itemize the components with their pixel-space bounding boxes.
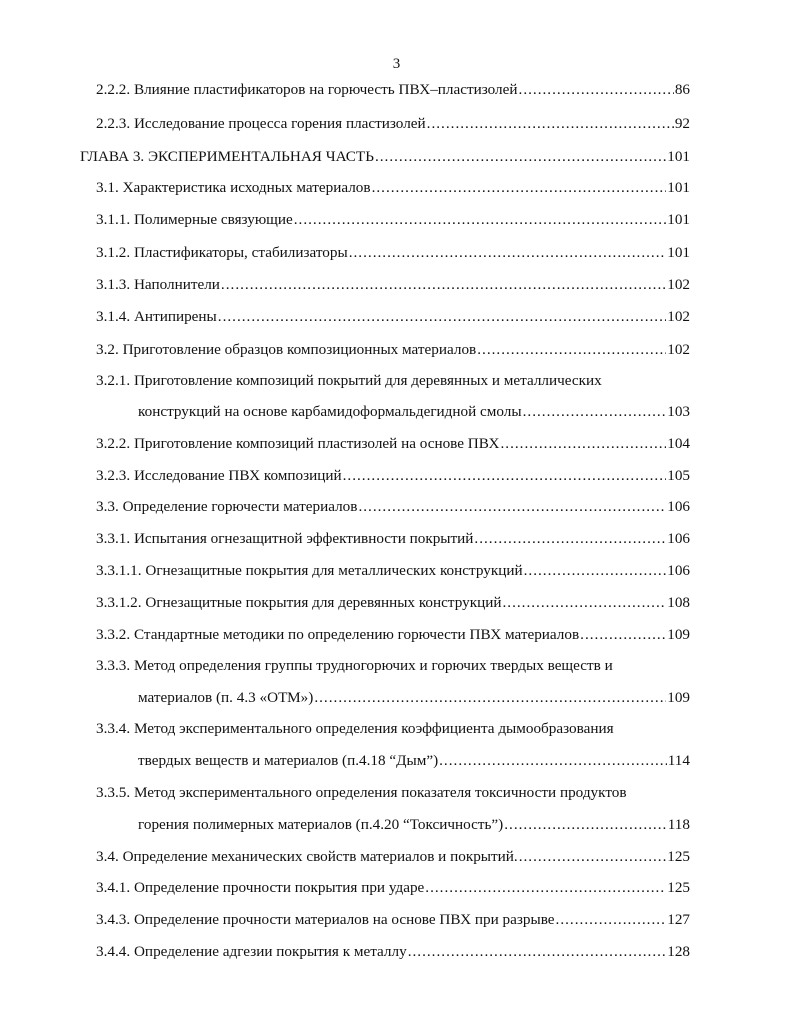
toc-entry-title: 2.2.3. Исследование процесса горения пластизолей (96, 115, 426, 132)
toc-leader-dots (372, 176, 667, 200)
toc-entry-page: 109 (667, 689, 690, 706)
toc-leader-dots (425, 876, 666, 900)
toc-leader-dots (502, 591, 666, 615)
toc-entry-page: 92 (674, 115, 690, 132)
toc-entry-title: 3.2.2. Приготовление композиций пластизолей на основе ПВХ (96, 435, 500, 452)
toc-entry-title: ГЛАВА 3. ЭКСПЕРИМЕНТАЛЬНАЯ ЧАСТЬ (80, 148, 374, 165)
toc-entry-page: 101 (667, 211, 690, 228)
toc-entry-page: 109 (667, 626, 690, 643)
toc-leader-dots (439, 749, 667, 773)
toc-entry-page: 106 (667, 498, 690, 515)
toc-entry-3-3-2 (96, 623, 690, 647)
toc-leader-dots (427, 112, 674, 136)
toc-entry-3-4-3 (96, 908, 690, 932)
toc-entry-2-2-3 (96, 112, 690, 136)
toc-entry-page: 125 (667, 879, 690, 896)
toc-leader-dots (314, 686, 666, 710)
toc-entry-2-2-2 (96, 78, 690, 102)
toc-leader-dots (221, 273, 666, 297)
toc-entry-title: 3.4.3. Определение прочности материалов на основе ПВХ при разрыве (96, 911, 555, 928)
toc-entry-title: 3.3.1.2. Огнезащитные покрытия для деревянных конструкций (96, 594, 502, 611)
toc-leader-dots (375, 145, 666, 169)
toc-leader-dots (523, 400, 667, 424)
toc-entry-title: 2.2.2. Влияние пластификаторов на горючесть ПВХ–пластизолей (96, 81, 518, 98)
toc-entry-3-2-3 (96, 464, 690, 488)
toc-entry-3-2 (96, 338, 690, 362)
toc-entry-3-1-4 (96, 305, 690, 329)
toc-entry-3-3 (96, 495, 690, 519)
toc-entry-3-4-4 (96, 940, 690, 964)
toc-entry-3-3-5 (138, 813, 690, 837)
toc-entry-3-1 (96, 176, 690, 200)
toc-entry-3-3-3 (138, 686, 690, 710)
toc-leader-dots (343, 464, 667, 488)
toc-entry-title: 3.3.1. Испытания огнезащитной эффективности покрытий (96, 530, 474, 547)
toc-entry-title: 3.2. Приготовление образцов композиционных материалов (96, 341, 477, 358)
toc-entry-page: 102 (667, 341, 690, 358)
toc-entry-page: 101 (667, 244, 690, 261)
toc-leader-dots (504, 813, 667, 837)
toc-entry-3-3-4 (138, 749, 690, 773)
toc-entry-3-1-1 (96, 208, 690, 232)
toc-leader-dots (580, 623, 666, 647)
toc-entry-3-3-3-line1: 3.3.3. Метод определения группы трудногорючих и горючих твердых веществ и (96, 657, 613, 674)
toc-entry-page: 125 (667, 848, 690, 865)
toc-entry-title: горения полимерных материалов (п.4.20 “Токсичность”) (138, 816, 504, 833)
toc-entry-3-3-1 (96, 527, 690, 551)
toc-entry-3-3-4-line1: 3.3.4. Метод экспериментального определения коэффициента дымообразования (96, 720, 614, 737)
toc-leader-dots (477, 338, 666, 362)
toc-entry-title: 3.3.2. Стандартные методики по определению горючести ПВХ материалов (96, 626, 580, 643)
toc-entry-title: 3.1.4. Антипирены (96, 308, 217, 325)
toc-entry-3-1-3 (96, 273, 690, 297)
toc-leader-dots (474, 527, 666, 551)
toc-entry-title: твердых веществ и материалов (п.4.18 “Дым”) (138, 752, 439, 769)
toc-leader-dots (519, 845, 667, 869)
toc-entry-title: 3.1.1. Полимерные связующие (96, 211, 293, 228)
toc-entry-3-3-5-line1: 3.3.5. Метод экспериментального определения показателя токсичности продуктов (96, 784, 627, 801)
toc-entry-page: 104 (667, 435, 690, 452)
toc-entry-title: материалов (п. 4.3 «ОТМ») (138, 689, 314, 706)
toc-entry-page: 86 (674, 81, 690, 98)
toc-entry-page: 101 (667, 179, 690, 196)
toc-leader-dots (519, 78, 674, 102)
toc-entry-page: 102 (667, 308, 690, 325)
toc-leader-dots (218, 305, 666, 329)
toc-leader-dots (408, 940, 667, 964)
toc-entry-page: 103 (667, 403, 690, 420)
toc-entry-title: 3.1.3. Наполнители (96, 276, 220, 293)
toc-entry-page: 127 (667, 911, 690, 928)
toc-entry-title: конструкций на основе карбамидоформальдегидной смолы (138, 403, 522, 420)
toc-entry-3-3-1-2 (96, 591, 690, 615)
toc-leader-dots (358, 495, 666, 519)
toc-entry-title: 3.4. Определение механических свойств материалов и покрытий. (96, 848, 518, 865)
toc-entry-page: 128 (667, 943, 690, 960)
toc-entry-chapter-3 (80, 145, 690, 169)
toc-entry-page: 102 (667, 276, 690, 293)
toc-leader-dots (294, 208, 666, 232)
toc-entry-title: 3.3. Определение горючести материалов (96, 498, 358, 515)
toc-leader-dots (349, 241, 667, 265)
toc-leader-dots (500, 432, 666, 456)
toc-entry-title: 3.2.3. Исследование ПВХ композиций (96, 467, 342, 484)
toc-entry-page: 101 (667, 148, 690, 165)
toc-entry-title: 3.4.4. Определение адгезии покрытия к металлу (96, 943, 407, 960)
toc-entry-page: 106 (667, 562, 690, 579)
page-number: 3 (392, 56, 401, 72)
toc-entry-title: 3.3.1.1. Огнезащитные покрытия для металлических конструкций (96, 562, 523, 579)
toc-entry-3-2-1-line1: 3.2.1. Приготовление композиций покрытий для деревянных и металлических (96, 372, 602, 389)
toc-entry-page: 105 (667, 467, 690, 484)
toc-entry-title: 3.4.1. Определение прочности покрытия при ударе (96, 879, 425, 896)
toc-entry-3-3-1-1 (96, 559, 690, 583)
toc-leader-dots (524, 559, 667, 583)
toc-entry-title: 3.1.2. Пластификаторы, стабилизаторы (96, 244, 348, 261)
toc-leader-dots (556, 908, 667, 932)
toc-entry-3-4-1 (96, 876, 690, 900)
toc-entry-page: 108 (667, 594, 690, 611)
toc-entry-3-4 (96, 845, 690, 869)
toc-entry-title: 3.1. Характеристика исходных материалов (96, 179, 371, 196)
toc-entry-page: 118 (667, 816, 690, 833)
toc-entry-page: 114 (667, 752, 690, 769)
toc-entry-3-1-2 (96, 241, 690, 265)
toc-entry-page: 106 (667, 530, 690, 547)
toc-entry-3-2-1 (138, 400, 690, 424)
toc-entry-3-2-2 (96, 432, 690, 456)
